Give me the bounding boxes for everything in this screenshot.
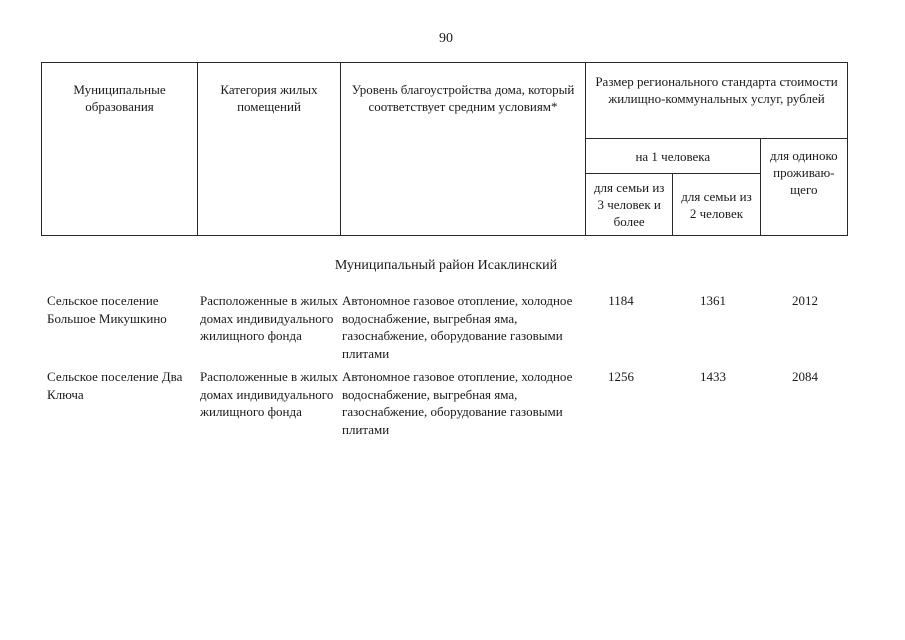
- header-family-3plus: для семьи из 3 человек и более: [586, 174, 673, 236]
- header-family-2: для семьи из 2 человек: [673, 174, 760, 236]
- row-family-2-value: 1433: [700, 369, 726, 384]
- row-category: Расположенные в жилых домах индивидуального жилищного фонда: [200, 293, 339, 343]
- table-row: [0, 292, 905, 366]
- row-family-2-value: 1361: [700, 293, 726, 308]
- header-per-person: на 1 человека: [586, 139, 761, 174]
- row-municipality: Сельское поселение Два Ключа: [47, 369, 183, 402]
- row-single-value: 2012: [792, 293, 818, 308]
- row-municipality: Сельское поселение Большое Микушкино: [47, 293, 167, 326]
- table-header: [41, 62, 848, 236]
- row-family-3plus-value: 1184: [608, 293, 634, 308]
- page-number: 90: [439, 31, 453, 46]
- row-level: Автономное газовое отопление, холодное водоснабжение, выгребная яма, газоснабжение, оборудование газовыми плитами: [342, 369, 573, 437]
- row-level: Автономное газовое отопление, холодное водоснабжение, выгребная яма, газоснабжение, оборудование газовыми плитами: [342, 293, 573, 361]
- header-category: Категория жилых помещений: [198, 63, 341, 236]
- header-single-resident: для одиноко проживаю-щего: [760, 139, 847, 236]
- district-title: Муниципальный район Исаклинский: [334, 258, 558, 273]
- header-standard-size: Размер регионального стандарта стоимости жилищно-коммунальных услуг, рублей: [586, 63, 848, 139]
- header-level: Уровень благоустройства дома, который соответствует средним условиям*: [341, 63, 586, 236]
- row-category: Расположенные в жилых домах индивидуального жилищного фонда: [200, 369, 339, 419]
- row-family-3plus-value: 1256: [608, 369, 634, 384]
- table-row: [0, 368, 905, 442]
- header-municipality: Муниципальные образования: [42, 63, 198, 236]
- row-single-value: 2084: [792, 369, 818, 384]
